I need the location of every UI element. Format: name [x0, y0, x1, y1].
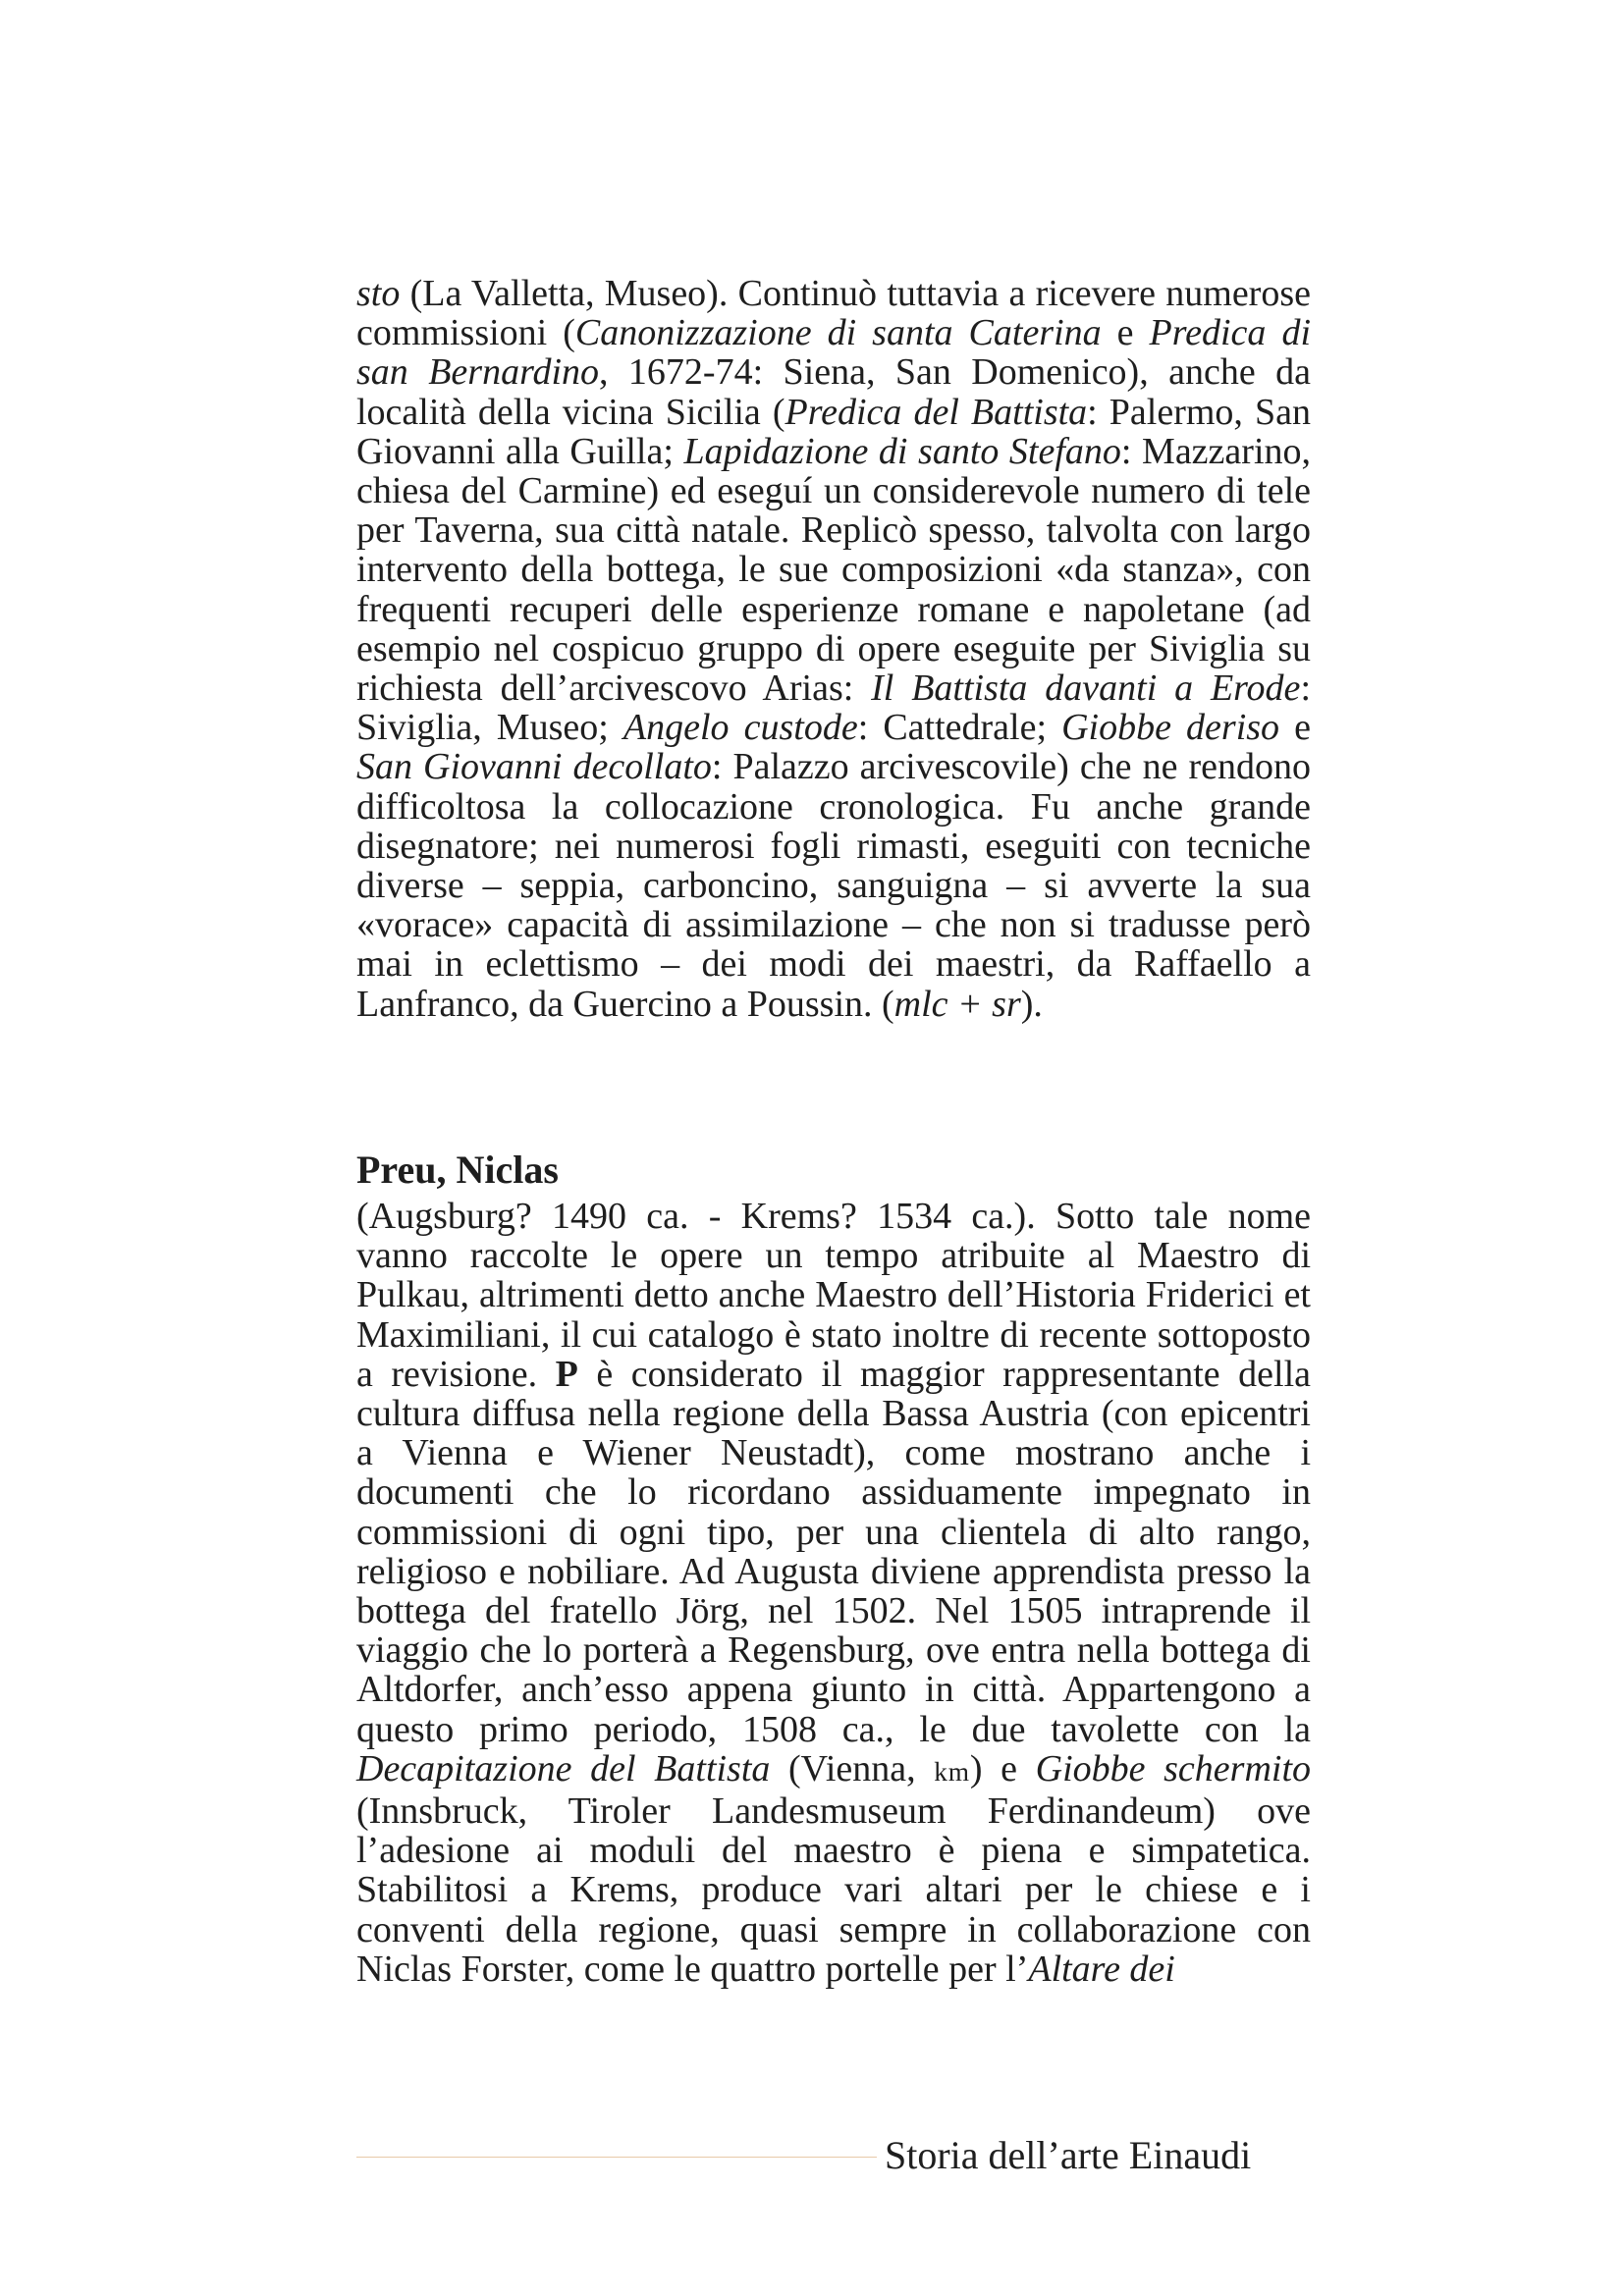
italic-text: Lapidazione di santo Stefano	[683, 430, 1121, 472]
italic-text: Predica del Battista	[784, 391, 1088, 433]
italic-text: Il Battista davanti a Erode	[871, 667, 1301, 710]
text-run: e	[1101, 312, 1150, 354]
italic-text: sto	[356, 273, 401, 314]
text-run: e	[1279, 707, 1311, 749]
text-run: km	[934, 1756, 970, 1787]
text-run: ).	[1020, 983, 1043, 1025]
text-run: (Augsburg? 1490 ca. - Krems? 1534 ca.). Sotto tale nome vanno raccolte le opere un tempo atribuite al Maestro di Pulkau, altrimenti detto anche Maestro dell’Historia Friderici et Maximiliani, il cui catalogo è stato inoltre di recente sottoposto a revisione.	[356, 1196, 1311, 1395]
italic-text: Angelo custode	[622, 707, 858, 749]
italic-text: Canonizzazione di santa Caterina	[574, 312, 1102, 354]
italic-text: mlc + sr	[893, 983, 1021, 1025]
italic-text: Predica di san Bernardino	[356, 312, 1311, 394]
text-run: è considerato il maggior rappresentante della cultura diffusa nella regione della Bassa Austria (con epicentri a Vienna e Wiener Neustadt), come mostrano anche i documenti che lo ricordano assiduamente impegnato in commissioni di ogni tipo, per una clientela di alto rango, religioso e nobiliare. Ad Augusta diviene apprendista presso la bottega del fratello Jörg, nel 1502. Nel 1505 intraprende il viaggio che lo porterà a Regensburg, ove entra nella bottega di Altdorfer, anch’esso appena giunto in città. Appartengono a questo primo periodo, 1508 ca., le due tavolette con la	[356, 1353, 1312, 1750]
entry-title: Preu, Niclas	[356, 1148, 559, 1192]
italic-text: Giobbe deriso	[1061, 707, 1280, 749]
italic-text: Decapitazione del Battista	[356, 1747, 771, 1789]
text-run: (Innsbruck, Tiroler Landesmuseum Ferdinandeum) ove l’adesione ai moduli del maestro è piena e simpatetica. Stabilitosi a Krems, produce vari altari per le chiese e i conventi della regione, quasi sempre in collaborazione con Niclas Forster, come le quattro portelle per l’	[356, 1790, 1311, 1990]
text-run: (La Valletta, Museo). Continuò tuttavia a ricevere numerose commissioni (	[356, 273, 1311, 354]
italic-text: Altare dei	[1028, 1948, 1175, 1990]
text-run: : Siviglia, Museo;	[356, 667, 1311, 749]
text-run: : Palazzo arcivescovile) che ne rendono difficoltosa la collocazione cronologica. Fu anche grande disegnatore; nei numerosi fogli rimasti, eseguiti con tecniche diverse – seppia, carboncino, sanguigna – si avverte la sua «vorace» capacità di assimilazione – che non si tradusse però mai in eclettismo – dei modi dei maestri, da Raffaello a Lanfranco, da Guercino a Poussin. (	[356, 746, 1311, 1025]
text-run: : Cattedrale;	[857, 707, 1062, 749]
text-run: , 1672-74: Siena, San Domenico), anche da località della vicina Sicilia (	[356, 351, 1311, 433]
italic-text: San Giovanni decollato	[356, 746, 712, 788]
text-run: ) e	[969, 1747, 1036, 1789]
text-run: : Mazzarino, chiesa del Carmine) ed eseguí un considerevole numero di tele per Taverna, sua città natale. Replicò spesso, talvolta con largo intervento della bottega, le sue composizioni «da stanza», con frequenti recuperi delle esperienze romane e napoletane (ad esempio nel cospicuo gruppo di opere eseguite per Siviglia su richiesta dell’arcivescovo Arias:	[356, 430, 1311, 710]
text-run: : Palermo, San Giovanni alla Guilla;	[356, 391, 1311, 472]
continuation-paragraph	[356, 274, 1311, 1024]
text-run: (Vienna,	[770, 1747, 935, 1789]
entry-body-paragraph	[356, 1197, 1311, 1989]
footer-label: Storia dell’arte Einaudi	[885, 2133, 1252, 2177]
footer-rule	[356, 2157, 877, 2158]
bold-text: P	[555, 1353, 578, 1395]
italic-text: Giobbe schermito	[1035, 1747, 1312, 1789]
